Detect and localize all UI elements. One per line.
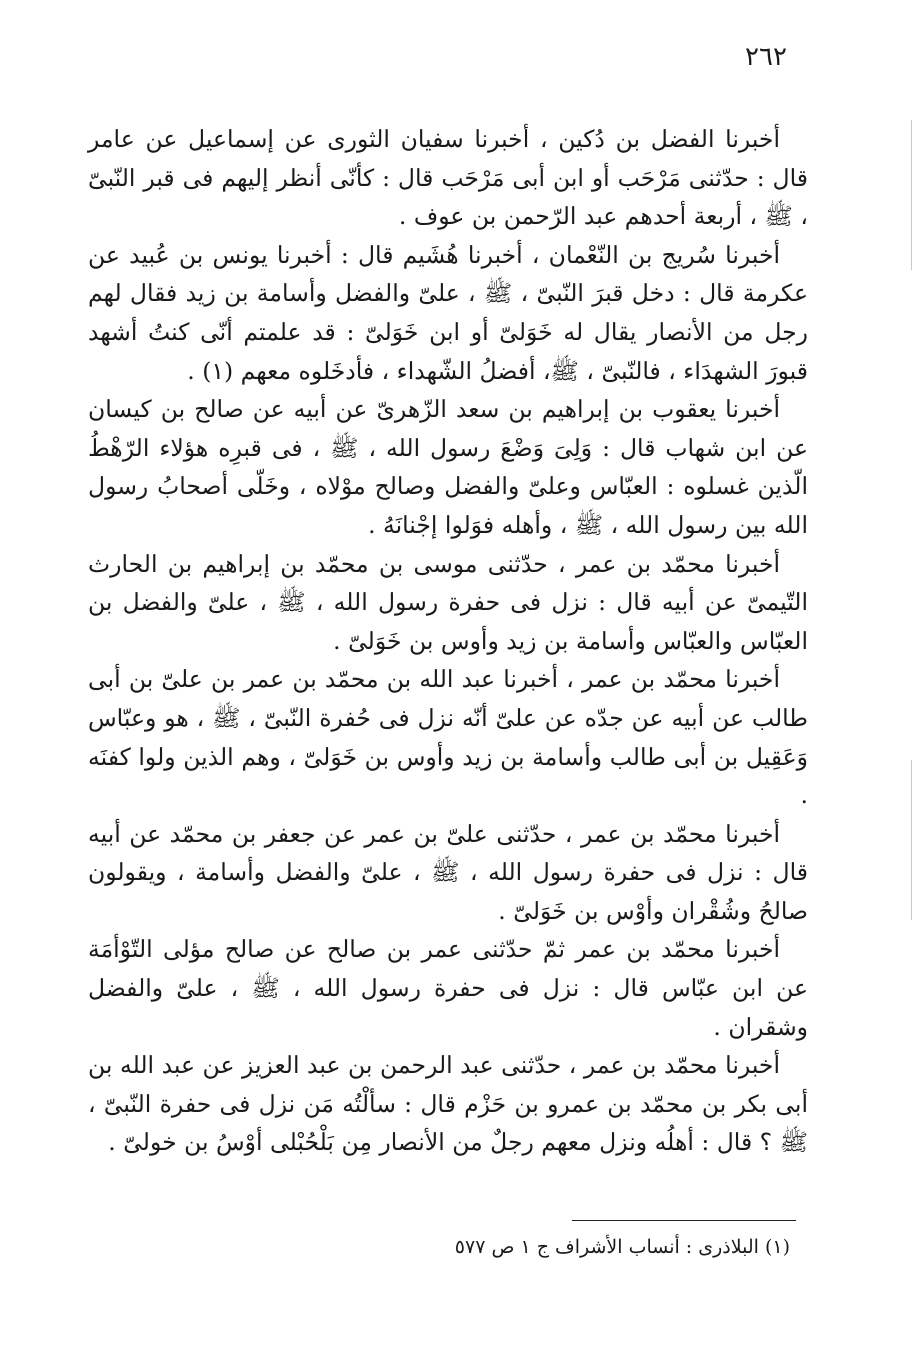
paragraph-7: أخبرنا محمّد بن عمر ثمّ حدّثنى عمر بن صالح عن صالح مؤلى التّوْأمَة عن ابن عبّاس قال : نزل فى حفرة رسول الله ، ﷺ ، علىّ والفضل وشقران . <box>88 935 808 1041</box>
paragraph-1: أخبرنا الفضل بن دُكين ، أخبرنا سفيان الثورى عن إسماعيل عن عامر قال : حدّثنى مَرْحَب أو ابن أبى مَرْحَب قال : كأنّى أنظر إليهم فى قبر النّبىّ ، ﷺ ، أربعة أحدهم عبد الرّحمن بن عوف . <box>88 125 808 231</box>
footnote-divider <box>572 1220 796 1221</box>
paragraph-3: أخبرنا يعقوب بن إبراهيم بن سعد الزّهرىّ عن أبيه عن صالح بن كيسان عن ابن شهاب قال : وَلِىَ وَضْعَ رسول الله ، ﷺ ، فى قبرِه هؤلاء الرّهْطُ الّذين غسلوه : العبّاس وعلىّ والفضل وصالح موْلاه ، وخَلّى أصحابُ رسول الله بين رسول الله ، ﷺ ، وأهله فوَلوا إجْنانَهُ . <box>88 395 808 539</box>
page-number: ٢٦٢ <box>745 42 787 72</box>
main-text <box>88 120 808 1162</box>
page-edge-shadow <box>911 120 912 270</box>
page-edge-shadow <box>911 760 912 920</box>
paragraph-2: أخبرنا سُريج بن النّعْمان ، أخبرنا هُشَيم قال : أخبرنا يونس بن عُبيد عن عكرمة قال : دخل قبرَ النّبىّ ، ﷺ ، علىّ والفضل وأسامة بن زيد فقال لهم رجل من الأنصار يقال له خَوَلىّ أو ابن خَوَلىّ : قد علمتم أنّى كنتُ أشهد قبورَ الشهدَاء ، فالنّبىّ ، ﷺ، أفضلُ الشّهداء ، فأدخَلوه معهم (١) . <box>88 240 808 385</box>
paragraph-6: أخبرنا محمّد بن عمر ، حدّثنى علىّ بن عمر عن جعفر بن محمّد عن أبيه قال : نزل فى حفرة رسول الله ، ﷺ ، علىّ والفضل وأسامة ، ويقولون صالحُ وشُقْران وأوْس بن خَوَلىّ . <box>88 819 808 925</box>
footnote: (١) البلاذرى : أنساب الأشراف ج ١ ص ٥٧٧ <box>454 1236 790 1258</box>
paragraph-5: أخبرنا محمّد بن عمر ، أخبرنا عبد الله بن محمّد بن عمر بن علىّ بن أبى طالب عن أبيه عن جدّه عن علىّ أنّه نزل فى حُفرة النّبىّ ، ﷺ ، هو وعبّاس وَعَقِيل بن أبى طالب وأسامة بن زيد وأوس بن خَوَلىّ ، وهم الذين ولوا كفنَه . <box>88 665 808 810</box>
paragraph-8: أخبرنا محمّد بن عمر ، حدّثنى عبد الرحمن بن عبد العزيز عن عبد الله بن أبى بكر بن محمّد بن عمرو بن حَزْم قال : سألْتُه مَن نزل فى حفرة النّبىّ ، ﷺ ؟ قال : أهلُه ونزل معهم رجلٌ من الأنصار مِن بَلْحُبْلى أوْسُ بن خولىّ . <box>88 1051 808 1157</box>
paragraph-4: أخبرنا محمّد بن عمر ، حدّثنى موسى بن محمّد بن إبراهيم بن الحارث التّيمىّ عن أبيه قال : نزل فى حفرة رسول الله ، ﷺ ، علىّ والفضل بن العبّاس والعبّاس وأسامة بن زيد وأوس بن خَوَلىّ . <box>88 549 808 655</box>
